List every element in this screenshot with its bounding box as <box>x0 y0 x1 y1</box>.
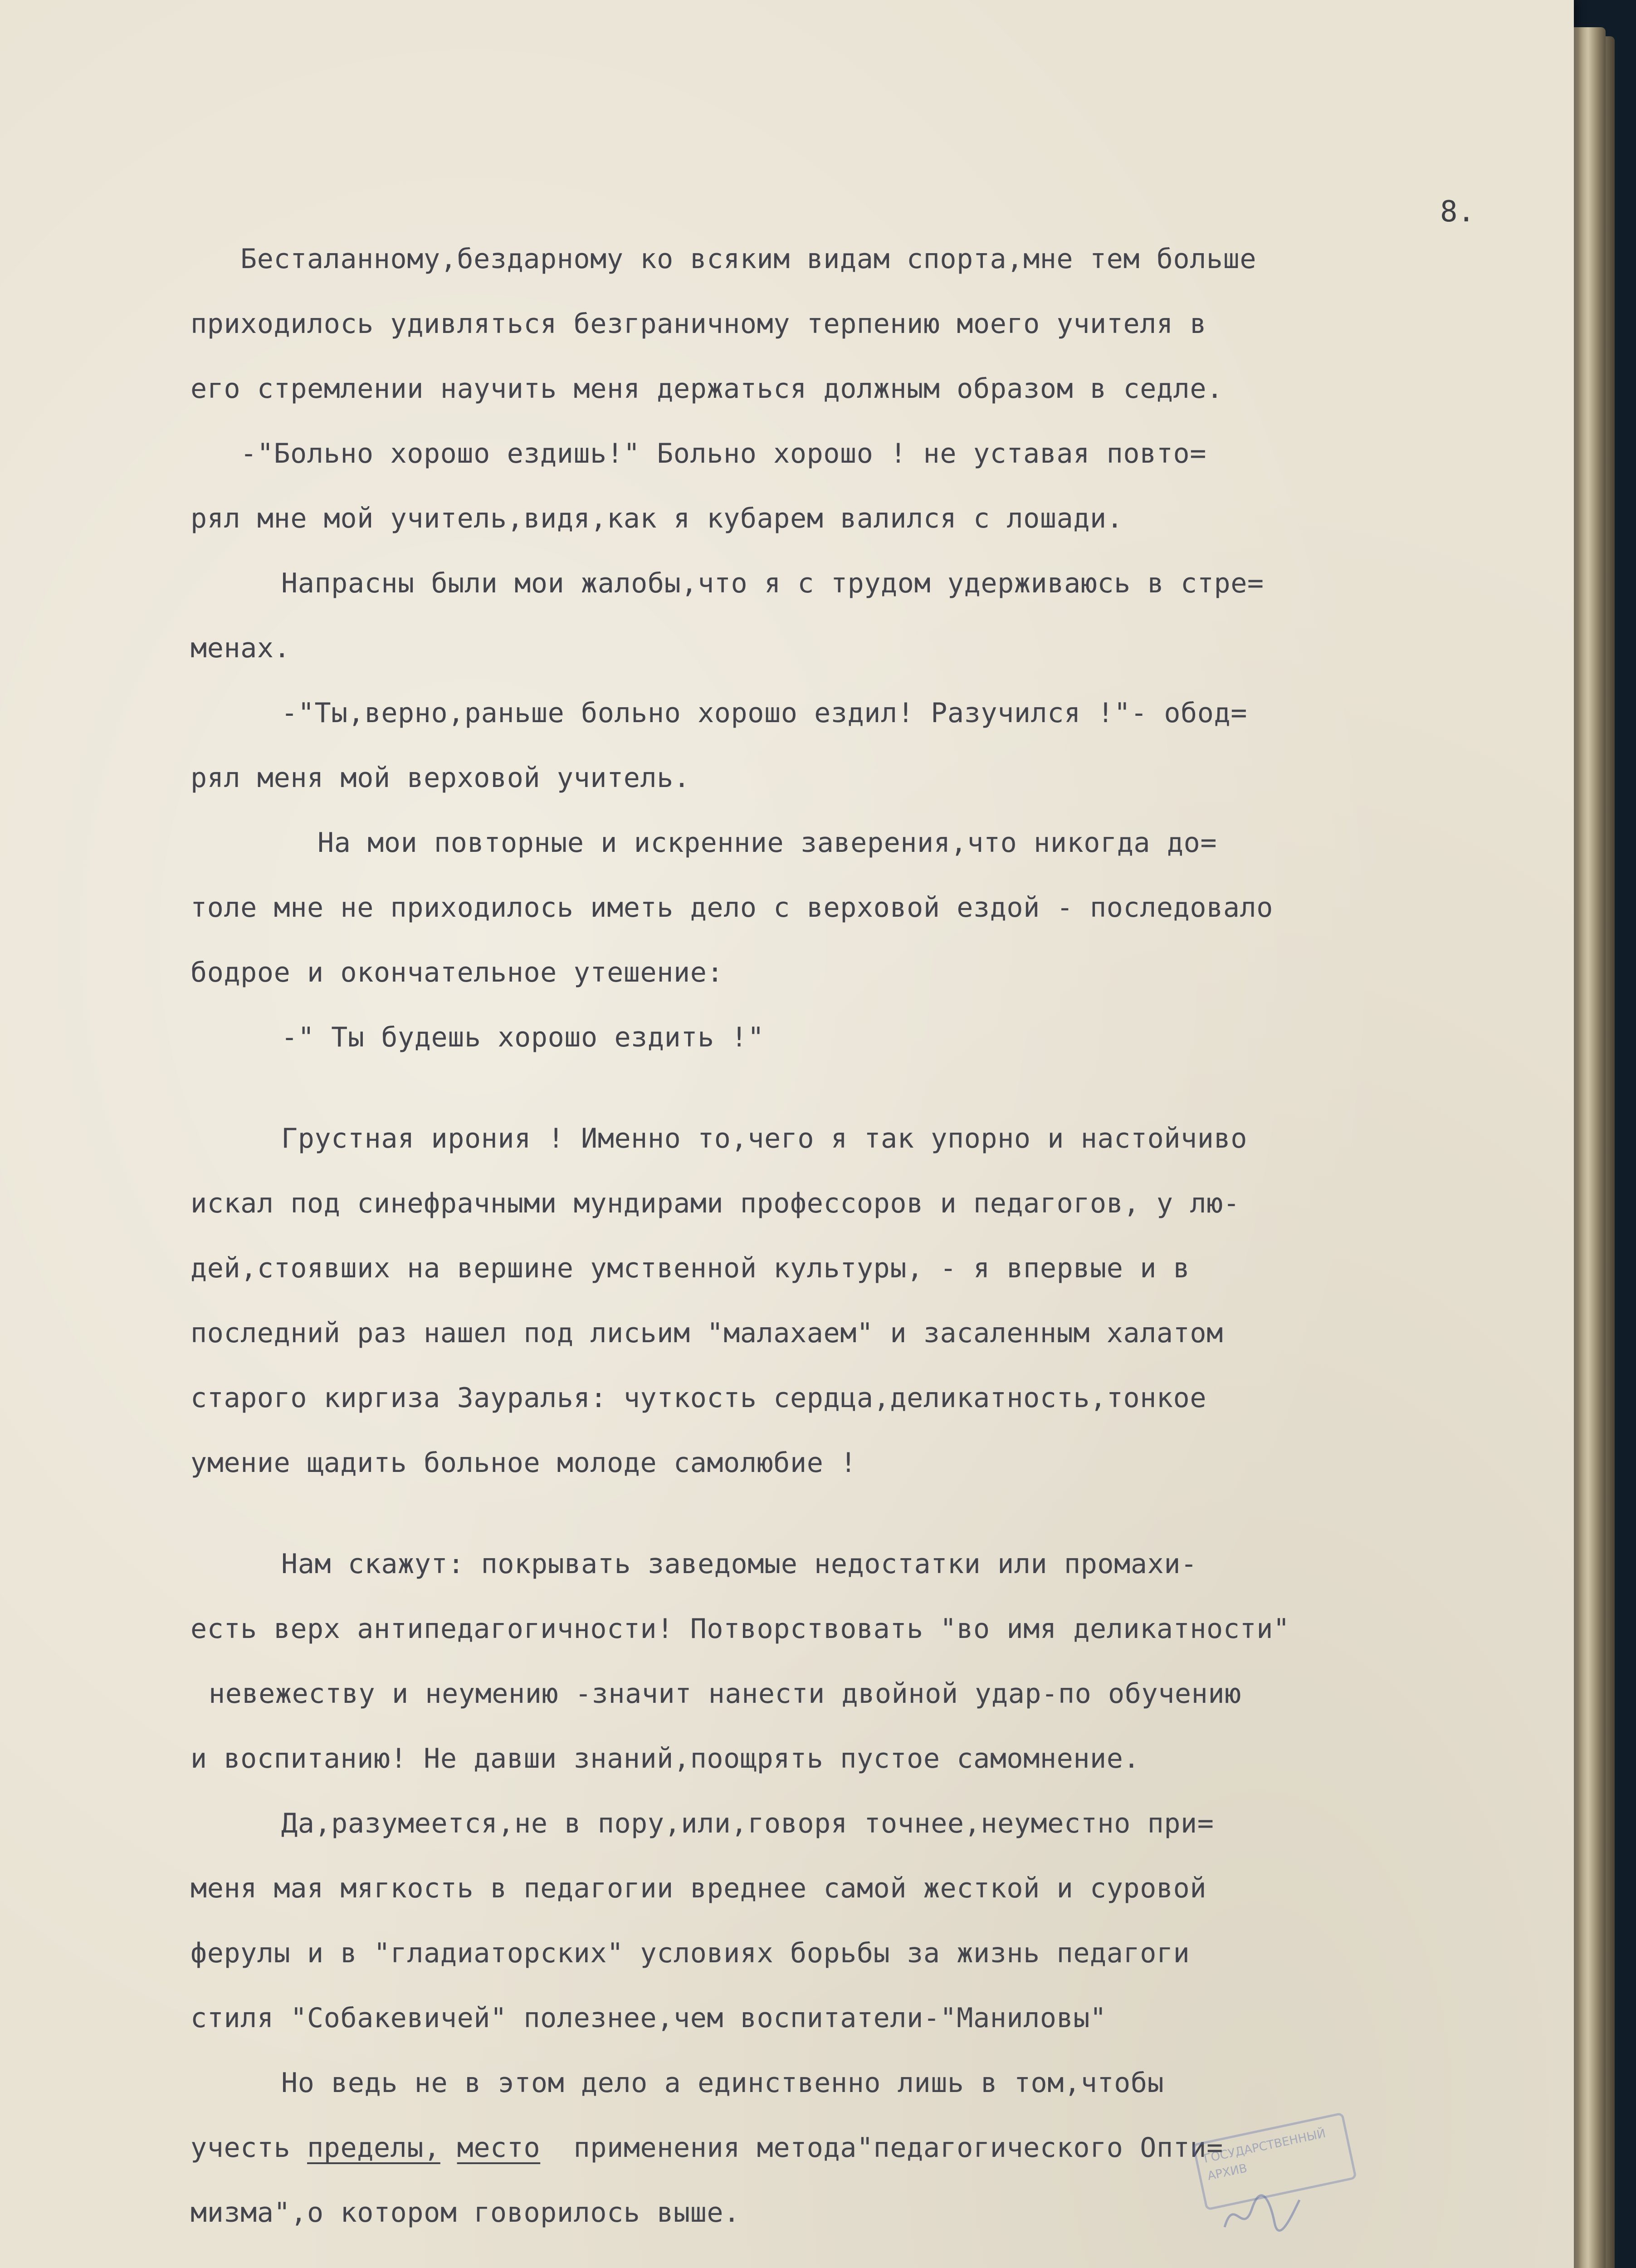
page-number: 8. <box>1440 195 1475 229</box>
text-line: рял меня мой верховой учитель. <box>190 762 690 794</box>
text-line: мизма",о котором говорилось выше. <box>190 2197 740 2229</box>
text-line: -"Ты,верно,раньше больно хорошо ездил! Разучился !"- обод= <box>281 697 1247 729</box>
underlined-word: пределы, <box>307 2132 440 2164</box>
line-segment <box>440 2132 457 2164</box>
text-line: толе мне не приходилось иметь дело с верховой ездой - последовало <box>190 892 1273 924</box>
text-line: -"Больно хорошо ездишь!" Больно хорошо ! не уставая повто= <box>240 438 1206 469</box>
text-line: Бесталанному,бездарному ко всяким видам спорта,мне тем больше <box>240 243 1257 275</box>
text-line: ферулы и в "гладиаторских" условиях борьбы за жизнь педагоги <box>190 1937 1190 1969</box>
text-line: Грустная ирония ! Именно то,чего я так упорно и настойчиво <box>281 1123 1247 1154</box>
text-line: рял мне мой учитель,видя,как я кубарем валился с лошади. <box>190 503 1123 534</box>
text-line: Напрасны были мои жалобы,что я с трудом удерживаюсь в стре= <box>281 567 1264 599</box>
text-line: Нам скажут: покрывать заведомые недостатки или промахи- <box>281 1548 1197 1580</box>
text-line: На мои повторные и искренние заверения,что никогда до= <box>317 827 1217 859</box>
text-line: меня мая мягкость в педагогии вреднее самой жесткой и суровой <box>190 1872 1207 1904</box>
stamp-text: ГОСУДАРСТВЕННЫЙ АРХИВ <box>1202 2126 1327 2184</box>
underlined-word: место <box>457 2132 541 2164</box>
text-line: есть верх антипедагогичности! Потворствовать "во имя деликатности" <box>190 1613 1290 1645</box>
text-line: умение щадить больное молоде самолюбие ! <box>190 1447 857 1479</box>
typescript-body <box>190 227 1529 2245</box>
text-line: невежеству и неумению -значит нанести двойной удар-по обучению <box>209 1678 1241 1710</box>
text-line: стиля "Собакевичей" полезнее,чем воспитатели-"Маниловы" <box>190 2002 1107 2034</box>
text-line: Да,разумеется,не в пору,или,говоря точнее,неуместно при= <box>281 1808 1214 1839</box>
text-line: -" Ты будешь хорошо ездить !" <box>281 1022 764 1053</box>
text-line: дей,стоявших на вершине умственной культуры, - я впервые и в <box>190 1252 1190 1284</box>
text-line: и воспитанию! Не давши знаний,поощрять пустое самомнение. <box>190 1743 1140 1774</box>
text-line: менах. <box>190 632 291 664</box>
text-line: старого киргиза Зауралья: чуткость сердца,деликатность,тонкое <box>190 1382 1207 1414</box>
paragraph-gap <box>190 1496 1529 1532</box>
line-segment: учесть <box>190 2132 308 2164</box>
line-segment: применения метода"педагогического Опти= <box>540 2132 1223 2164</box>
text-line: его стремлении научить меня держаться должным образом в седле. <box>190 373 1223 405</box>
text-line: приходилось удивляться безграничному терпению моего учителя в <box>190 308 1207 340</box>
text-line: искал под синефрачными мундирами профессоров и педагогов, у лю- <box>190 1188 1240 1219</box>
handwritten-mark <box>1216 2186 1306 2241</box>
text-line: последний раз нашел под лисьим "малахаем" и засаленным халатом <box>190 1317 1223 1349</box>
text-line: бодрое и окончательное утешение: <box>190 957 724 988</box>
paragraph-gap <box>190 1070 1529 1106</box>
text-line: Но ведь не в этом дело а единственно лишь в том,чтобы <box>281 2067 1164 2099</box>
